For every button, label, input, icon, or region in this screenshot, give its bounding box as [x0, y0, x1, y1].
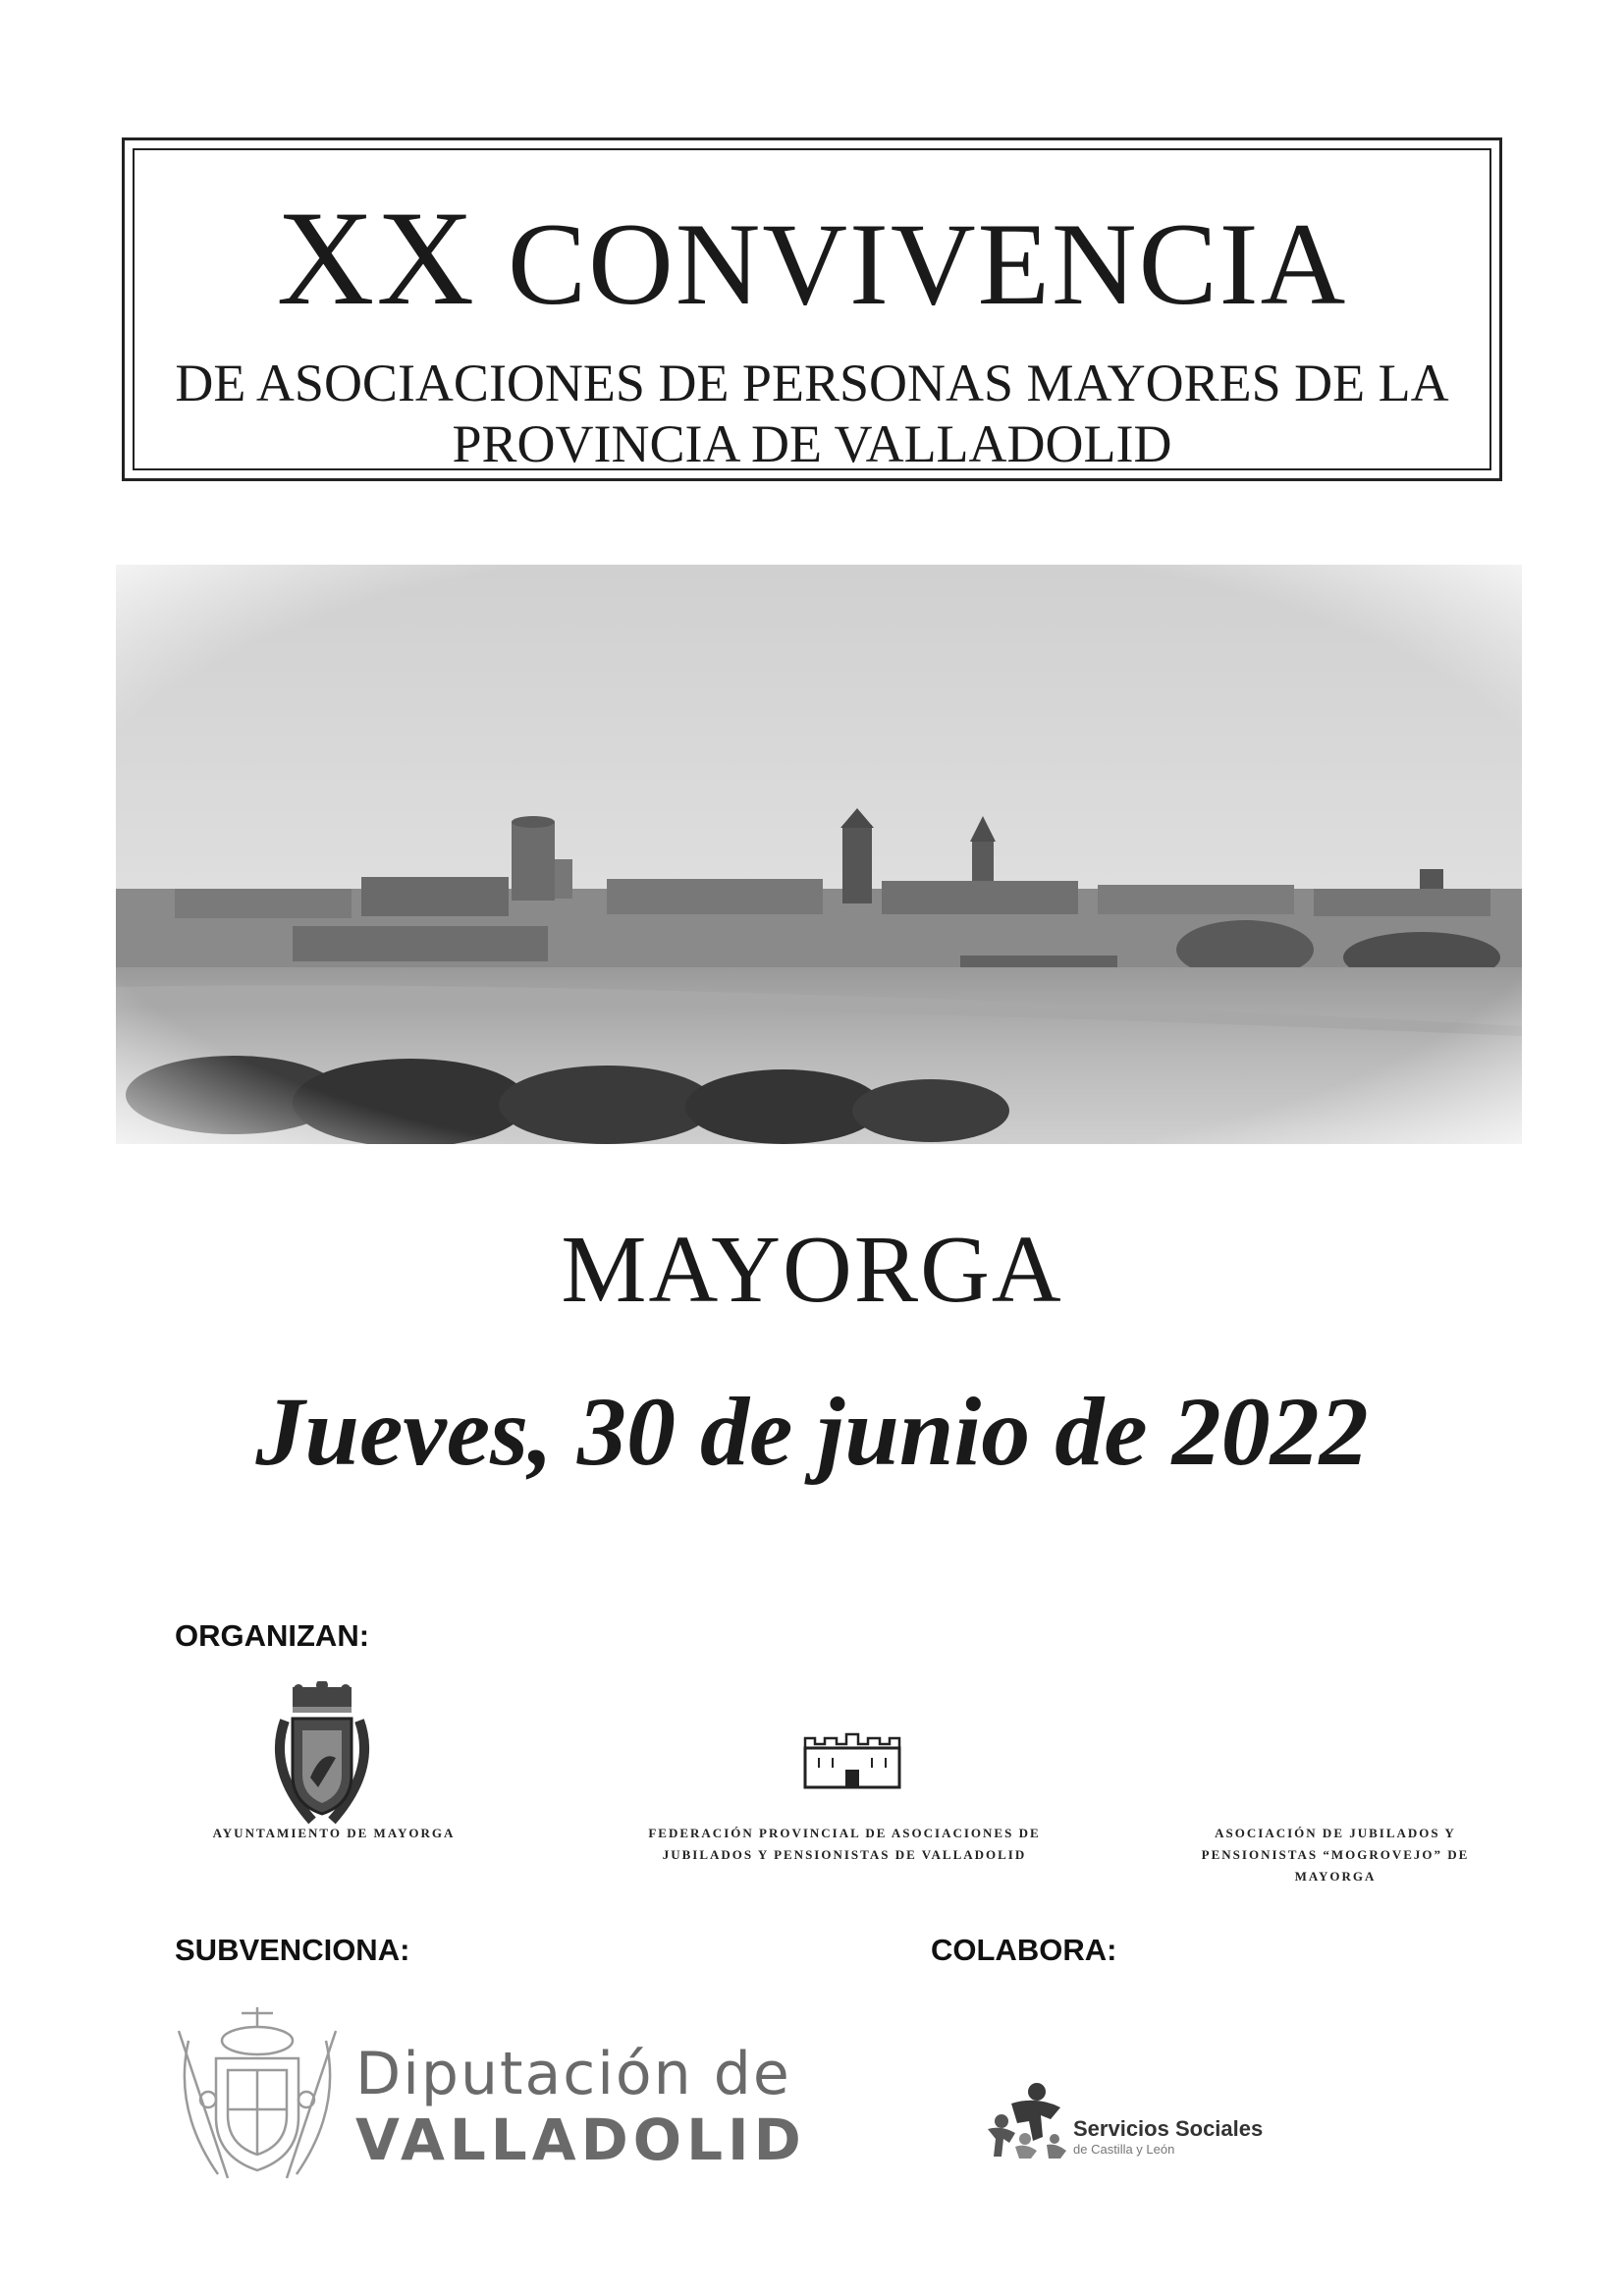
organizers-label: ORGANIZAN:	[175, 1618, 370, 1653]
diputacion-logotype	[355, 2041, 806, 2172]
event-title	[135, 183, 1489, 333]
title-word: CONVIVENCIA	[508, 198, 1348, 329]
subtitle-line-2: PROVINCIA DE VALLADOLID	[452, 414, 1172, 473]
diputacion-line-2: VALLADOLID	[355, 2106, 806, 2173]
town-panorama-photo	[116, 565, 1522, 1144]
title-roman-numeral: XX	[276, 183, 477, 333]
collaborator-label: COLABORA:	[931, 1933, 1117, 1967]
servicios-sociales-figures-icon	[982, 2082, 1070, 2160]
servicios-sociales-line-2: de Castilla y León	[1073, 2142, 1175, 2157]
sponsor-label: SUBVENCIONA:	[175, 1933, 410, 1967]
castle-logo-icon	[803, 1730, 901, 1789]
organizer-name-1: AYUNTAMIENTO DE MAYORGA	[212, 1826, 456, 1840]
subtitle-line-1: DE ASOCIACIONES DE PERSONAS MAYORES DE LA	[175, 354, 1449, 412]
title-box	[122, 137, 1502, 481]
servicios-sociales-line-1: Servicios Sociales	[1073, 2116, 1264, 2141]
event-subtitle	[135, 353, 1489, 474]
event-date: Jueves, 30 de junio de 2022	[255, 1377, 1369, 1486]
organizer-name-2: FEDERACIÓN PROVINCIAL DE ASOCIACIONES DE JUBILADOS Y PENSIONISTAS DE VALLADOLID	[648, 1826, 1041, 1862]
mayorga-coat-of-arms-icon	[263, 1681, 381, 1829]
organizer-name-3: ASOCIACIÓN DE JUBILADOS Y PENSIONISTAS “MOGROVEJO” DE MAYORGA	[1201, 1826, 1470, 1884]
title-box-inner	[133, 148, 1491, 473]
event-place: MAYORGA	[561, 1217, 1063, 1323]
servicios-sociales-logotype	[1073, 2116, 1263, 2158]
diputacion-line-1: Diputación de	[355, 2040, 791, 2108]
diputacion-coat-of-arms-icon	[169, 2001, 346, 2188]
